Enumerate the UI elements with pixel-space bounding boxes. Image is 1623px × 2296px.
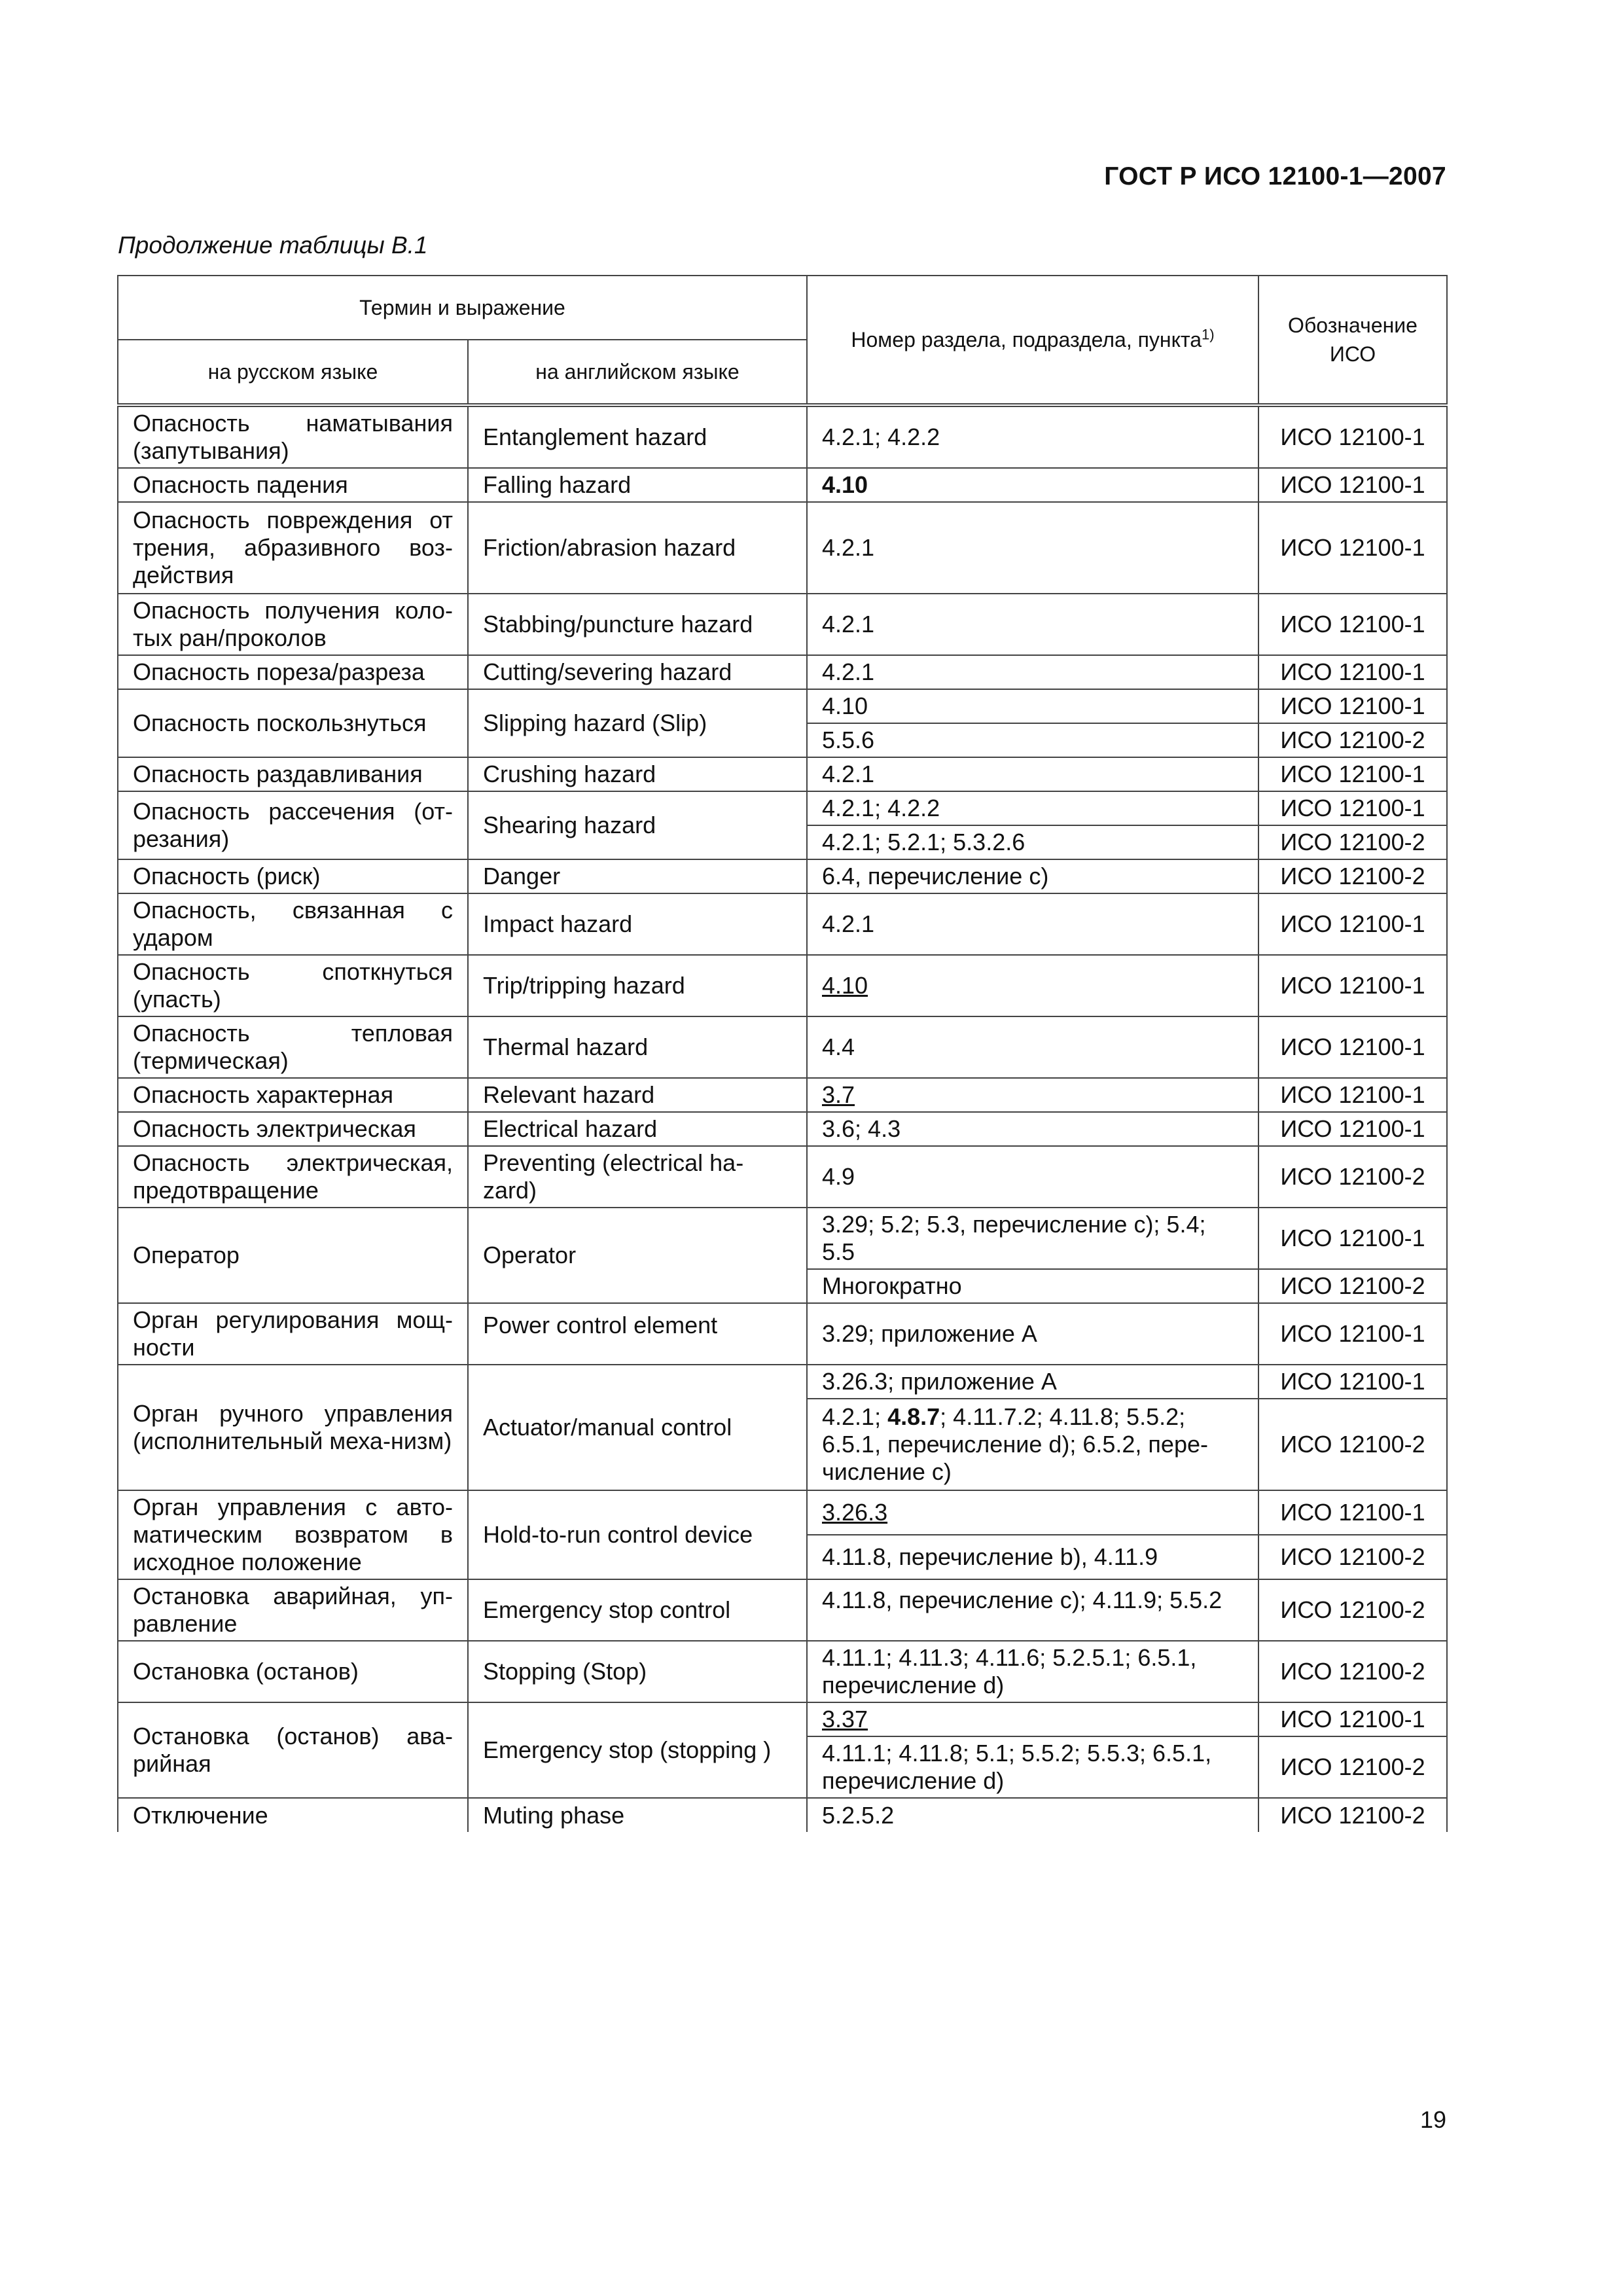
table-row (118, 1490, 1447, 1535)
iso-designation: ИСО 12100-1 (1258, 893, 1447, 955)
term-en: Danger (468, 859, 807, 893)
table-row (118, 1303, 1447, 1365)
section-ref: Многократно (807, 1269, 1258, 1303)
term-en: Crushing hazard (468, 757, 807, 791)
term-en: Cutting/severing hazard (468, 655, 807, 689)
iso-designation: ИСО 12100-1 (1258, 468, 1447, 502)
term-en: Actuator/manual control (468, 1365, 807, 1490)
term-en: Preventing (electrical ha-zard) (468, 1146, 807, 1208)
table-row (118, 1365, 1447, 1399)
term-en: Stabbing/puncture hazard (468, 594, 807, 655)
section-ref: 4.2.1 (807, 594, 1258, 655)
header-english: на английском языке (468, 340, 807, 405)
table-row (118, 1078, 1447, 1112)
iso-designation: ИСО 12100-1 (1258, 1490, 1447, 1535)
term-en: Emergency stop control (468, 1579, 807, 1641)
term-ru: Остановка (останов) ава-рийная (118, 1702, 468, 1798)
iso-designation: ИСО 12100-1 (1258, 791, 1447, 825)
section-ref: 5.2.5.2 (807, 1798, 1258, 1832)
header-russian: на русском языке (118, 340, 468, 405)
section-ref: 4.2.1; 4.2.2 (807, 791, 1258, 825)
term-en: Trip/tripping hazard (468, 955, 807, 1016)
term-ru: Опасность поскользнуться (118, 689, 468, 757)
section-ref: 4.10 (807, 955, 1258, 1016)
table-row (118, 1702, 1447, 1736)
table-row (118, 893, 1447, 955)
table-row (118, 689, 1447, 723)
section-ref: 4.11.1; 4.11.8; 5.1; 5.5.2; 5.5.3; 6.5.1, перечисление d) (807, 1736, 1258, 1798)
section-ref: 3.7 (807, 1078, 1258, 1112)
iso-designation: ИСО 12100-2 (1258, 1736, 1447, 1798)
term-en: Slipping hazard (Slip) (468, 689, 807, 757)
table-row (118, 1208, 1447, 1269)
iso-designation: ИСО 12100-2 (1258, 1535, 1447, 1579)
term-en: Falling hazard (468, 468, 807, 502)
section-ref: 4.4 (807, 1016, 1258, 1078)
footnote-marker: 1) (1202, 326, 1215, 343)
term-en: Shearing hazard (468, 791, 807, 859)
section-ref: 4.11.8, перечисление с); 4.11.9; 5.5.2 (807, 1579, 1258, 1641)
section-ref: 4.11.8, перечисление b), 4.11.9 (807, 1535, 1258, 1579)
section-ref: 4.2.1; 4.2.2 (807, 405, 1258, 468)
bold-ref: 4.8.7 (887, 1403, 940, 1430)
term-ru: Опасность характерная (118, 1078, 468, 1112)
term-en: Electrical hazard (468, 1112, 807, 1146)
iso-designation: ИСО 12100-1 (1258, 1078, 1447, 1112)
iso-designation: ИСО 12100-1 (1258, 1303, 1447, 1365)
iso-designation: ИСО 12100-2 (1258, 1399, 1447, 1490)
table-row (118, 791, 1447, 825)
table-row (118, 1146, 1447, 1208)
terms-table (117, 275, 1448, 1832)
term-en: Hold-to-run control device (468, 1490, 807, 1579)
iso-designation: ИСО 12100-1 (1258, 955, 1447, 1016)
section-ref: 4.2.1 (807, 502, 1258, 594)
iso-designation: ИСО 12100-2 (1258, 723, 1447, 757)
iso-designation: ИСО 12100-2 (1258, 1579, 1447, 1641)
header-term-group: Термин и выражение (118, 276, 807, 340)
iso-designation: ИСО 12100-1 (1258, 1016, 1447, 1078)
section-ref: 4.2.1; 5.2.1; 5.3.2.6 (807, 825, 1258, 859)
term-en: Relevant hazard (468, 1078, 807, 1112)
iso-designation: ИСО 12100-1 (1258, 1112, 1447, 1146)
term-ru: Опасность получения коло-тых ран/проколов (118, 594, 468, 655)
table-row (118, 655, 1447, 689)
term-en: Entanglement hazard (468, 405, 807, 468)
section-ref: 3.29; приложение А (807, 1303, 1258, 1365)
section-ref: 4.9 (807, 1146, 1258, 1208)
table-row (118, 594, 1447, 655)
term-en: Thermal hazard (468, 1016, 807, 1078)
term-en: Muting phase (468, 1798, 807, 1832)
term-ru: Опасность наматывания (запутывания) (118, 405, 468, 468)
term-ru: Отключение (118, 1798, 468, 1832)
iso-designation: ИСО 12100-1 (1258, 1702, 1447, 1736)
table-row (118, 859, 1447, 893)
term-en: Impact hazard (468, 893, 807, 955)
document-id: ГОСТ Р ИСО 12100-1—2007 (1104, 162, 1446, 190)
term-ru: Опасность (риск) (118, 859, 468, 893)
table-row (118, 1112, 1447, 1146)
iso-designation: ИСО 12100-2 (1258, 825, 1447, 859)
term-ru: Орган ручного управления (исполнительный меха-низм) (118, 1365, 468, 1490)
term-en: Stopping (Stop) (468, 1641, 807, 1702)
term-ru: Опасность электрическая, предотвращение (118, 1146, 468, 1208)
iso-designation: ИСО 12100-1 (1258, 1208, 1447, 1269)
iso-designation: ИСО 12100-2 (1258, 1641, 1447, 1702)
term-ru: Опасность пореза/разреза (118, 655, 468, 689)
term-ru: Орган управления с авто-матическим возвратом в исходное положение (118, 1490, 468, 1579)
section-ref: 3.29; 5.2; 5.3, перечисление с); 5.4; 5.5 (807, 1208, 1258, 1269)
term-ru: Оператор (118, 1208, 468, 1303)
term-ru: Опасность споткнуться (упасть) (118, 955, 468, 1016)
term-ru: Опасность падения (118, 468, 468, 502)
iso-designation: ИСО 12100-1 (1258, 502, 1447, 594)
section-ref: 3.37 (807, 1702, 1258, 1736)
table-caption: Продолжение таблицы В.1 (118, 232, 428, 259)
section-ref: 4.2.1; 4.8.7; 4.11.7.2; 4.11.8; 5.5.2; 6.5.1, перечисление d); 6.5.2, пере-числение с) (807, 1399, 1258, 1490)
table-row (118, 502, 1447, 594)
term-ru: Опасность тепловая (термическая) (118, 1016, 468, 1078)
table-row (118, 757, 1447, 791)
term-ru: Остановка аварийная, уп-равление (118, 1579, 468, 1641)
table-row (118, 1016, 1447, 1078)
iso-designation: ИСО 12100-2 (1258, 1798, 1447, 1832)
table-row (118, 1798, 1447, 1832)
term-en: Operator (468, 1208, 807, 1303)
iso-designation: ИСО 12100-1 (1258, 594, 1447, 655)
section-ref: 5.5.6 (807, 723, 1258, 757)
section-ref: 4.11.1; 4.11.3; 4.11.6; 5.2.5.1; 6.5.1, перечисление d) (807, 1641, 1258, 1702)
term-ru: Опасность повреждения от трения, абразивного воз-действия (118, 502, 468, 594)
section-ref: 4.2.1 (807, 893, 1258, 955)
table-row (118, 955, 1447, 1016)
page-number: 19 (1419, 2106, 1446, 2133)
term-en: Power control element (468, 1303, 807, 1365)
iso-designation: ИСО 12100-1 (1258, 689, 1447, 723)
iso-designation: ИСО 12100-2 (1258, 1146, 1447, 1208)
term-ru: Остановка (останов) (118, 1641, 468, 1702)
section-ref: 4.10 (807, 689, 1258, 723)
section-ref: 4.2.1 (807, 655, 1258, 689)
iso-designation: ИСО 12100-1 (1258, 1365, 1447, 1399)
term-ru: Опасность раздавливания (118, 757, 468, 791)
iso-designation: ИСО 12100-1 (1258, 757, 1447, 791)
iso-designation: ИСО 12100-2 (1258, 859, 1447, 893)
term-ru: Опасность, связанная с ударом (118, 893, 468, 955)
table-row (118, 1641, 1447, 1702)
iso-designation: ИСО 12100-2 (1258, 1269, 1447, 1303)
header-section: Номер раздела, подраздела, пункта$^{1)}$ (807, 276, 1258, 405)
table-row (118, 405, 1447, 468)
header-iso: Обозначение ИСО (1258, 276, 1447, 405)
iso-designation: ИСО 12100-1 (1258, 655, 1447, 689)
table-row (118, 1579, 1447, 1641)
section-ref: 4.2.1 (807, 757, 1258, 791)
section-ref: 3.26.3 (807, 1490, 1258, 1535)
term-ru: Орган регулирования мощ-ности (118, 1303, 468, 1365)
term-en: Emergency stop (stopping ) (468, 1702, 807, 1798)
section-ref: 3.6; 4.3 (807, 1112, 1258, 1146)
section-ref: 3.26.3; приложение А (807, 1365, 1258, 1399)
section-ref: 6.4, перечисление с) (807, 859, 1258, 893)
iso-designation: ИСО 12100-1 (1258, 405, 1447, 468)
term-ru: Опасность рассечения (от-резания) (118, 791, 468, 859)
section-ref: 4.10 (807, 468, 1258, 502)
term-ru: Опасность электрическая (118, 1112, 468, 1146)
term-en: Friction/abrasion hazard (468, 502, 807, 594)
table-row (118, 468, 1447, 502)
